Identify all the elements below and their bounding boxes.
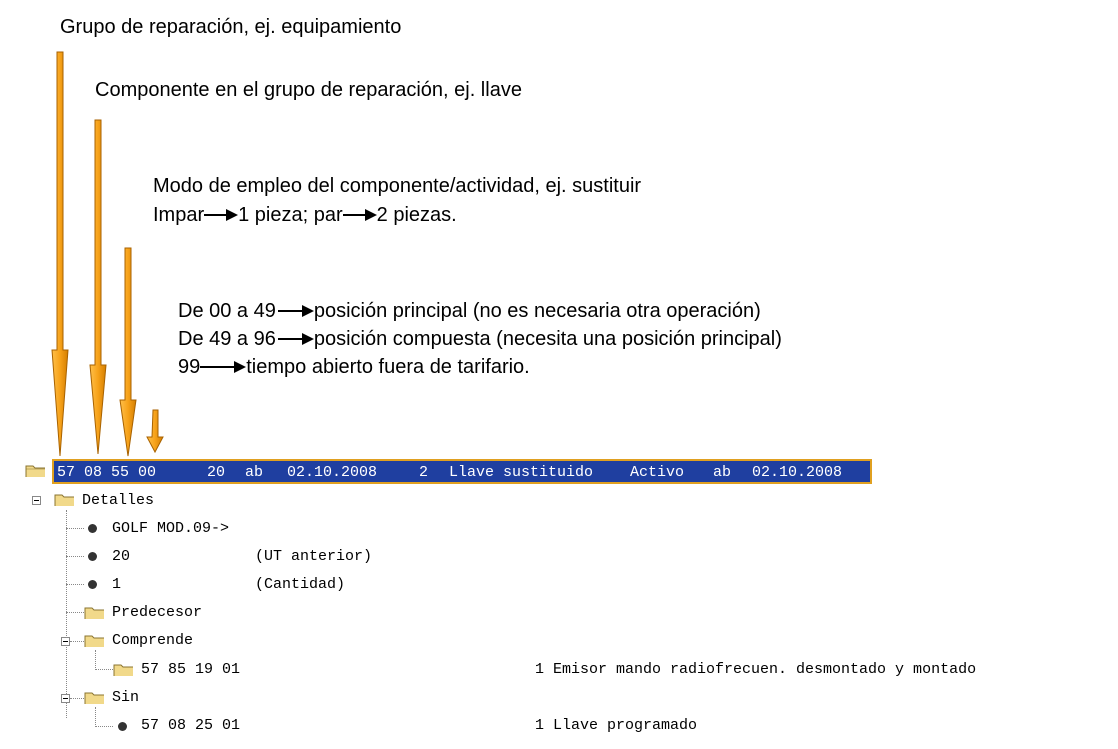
folder-icon: [54, 492, 74, 506]
annotation-position-compound: posición compuesta (necesita una posición principal): [313, 328, 782, 350]
selected-operation-row[interactable]: [52, 459, 872, 484]
arrow-mode-column: [120, 248, 136, 456]
annotation-mode-line1: Modo de empleo del componente/actividad, ej. sustituir: [153, 175, 642, 197]
annotation-mode-odd: Impar: [153, 204, 205, 226]
tree-node-comprende[interactable]: Comprende: [112, 632, 194, 649]
operation-date2: 02.10.2008: [752, 464, 843, 481]
annotation-position-main: posición principal (no es necesaria otra operación): [313, 300, 761, 322]
bullet-icon: [88, 552, 97, 561]
arrow-component-column: [90, 120, 106, 454]
tree-node-model[interactable]: GOLF MOD.09->: [112, 520, 230, 537]
operation-status: Activo: [630, 464, 685, 481]
tree-node-sin[interactable]: Sin: [112, 689, 140, 706]
bullet-icon: [88, 524, 97, 533]
annotation-component-text: Componente en el grupo de reparación, ej. llave: [95, 79, 522, 101]
right-arrow-icon: [276, 304, 314, 318]
folder-icon: [84, 690, 104, 704]
tree-node-comprende-code[interactable]: 57 85 19 01: [141, 661, 241, 678]
annotation-mode: [153, 174, 641, 227]
bullet-icon: [118, 722, 127, 731]
tree-node-ut-value[interactable]: 20: [112, 548, 131, 565]
annotation-position: [178, 299, 782, 379]
tree-node-sin-code[interactable]: 57 08 25 01: [141, 717, 241, 734]
tree-node-comprende-desc: 1 Emisor mando radiofrecuen. desmontado y montado: [535, 661, 977, 678]
arrow-position-column: [147, 410, 163, 452]
tree-node-sin-desc: 1 Llave programado: [535, 717, 698, 734]
operation-desc: Llave sustituido: [449, 464, 594, 481]
right-arrow-icon: [276, 332, 314, 346]
folder-icon: [25, 463, 45, 477]
annotation-position-open-time: tiempo abierto fuera de tarifario.: [246, 356, 530, 378]
operation-ab1: ab: [245, 464, 264, 481]
tree-node-qty-label: (Cantidad): [255, 576, 346, 593]
operation-ut: 20: [207, 464, 226, 481]
operation-qty: 2: [419, 464, 429, 481]
annotation-position-range1: De 00 a 49: [178, 300, 276, 322]
folder-icon: [84, 605, 104, 619]
folder-icon: [113, 662, 133, 676]
annotation-component: [95, 78, 522, 102]
operation-date1: 02.10.2008: [287, 464, 378, 481]
tree-node-detalles[interactable]: Detalles: [82, 492, 155, 509]
operation-ab2: ab: [713, 464, 732, 481]
folder-icon: [84, 633, 104, 647]
operation-code: 57 08 55 00: [57, 464, 157, 481]
annotation-group-text: Grupo de reparación, ej. equipamiento: [60, 16, 402, 38]
annotation-mode-two-pieces: 2 piezas.: [376, 204, 457, 226]
collapse-toggle-sin[interactable]: [61, 694, 70, 703]
right-arrow-icon: [343, 208, 377, 222]
tree-node-qty-value[interactable]: 1: [112, 576, 122, 593]
right-arrow-icon: [204, 208, 238, 222]
annotation-mode-one-piece: 1 pieza; par: [238, 204, 343, 226]
annotation-position-99: 99: [178, 356, 201, 378]
annotation-position-range2: De 49 a 96: [178, 328, 276, 350]
arrow-group-column: [52, 52, 68, 456]
collapse-toggle-comprende[interactable]: [61, 637, 70, 646]
annotation-group: [60, 15, 401, 39]
collapse-toggle-detalles[interactable]: [32, 496, 41, 505]
right-arrow-icon: [200, 360, 246, 374]
bullet-icon: [88, 580, 97, 589]
tree-node-predecesor[interactable]: Predecesor: [112, 604, 203, 621]
tree-node-ut-label: (UT anterior): [255, 548, 373, 565]
